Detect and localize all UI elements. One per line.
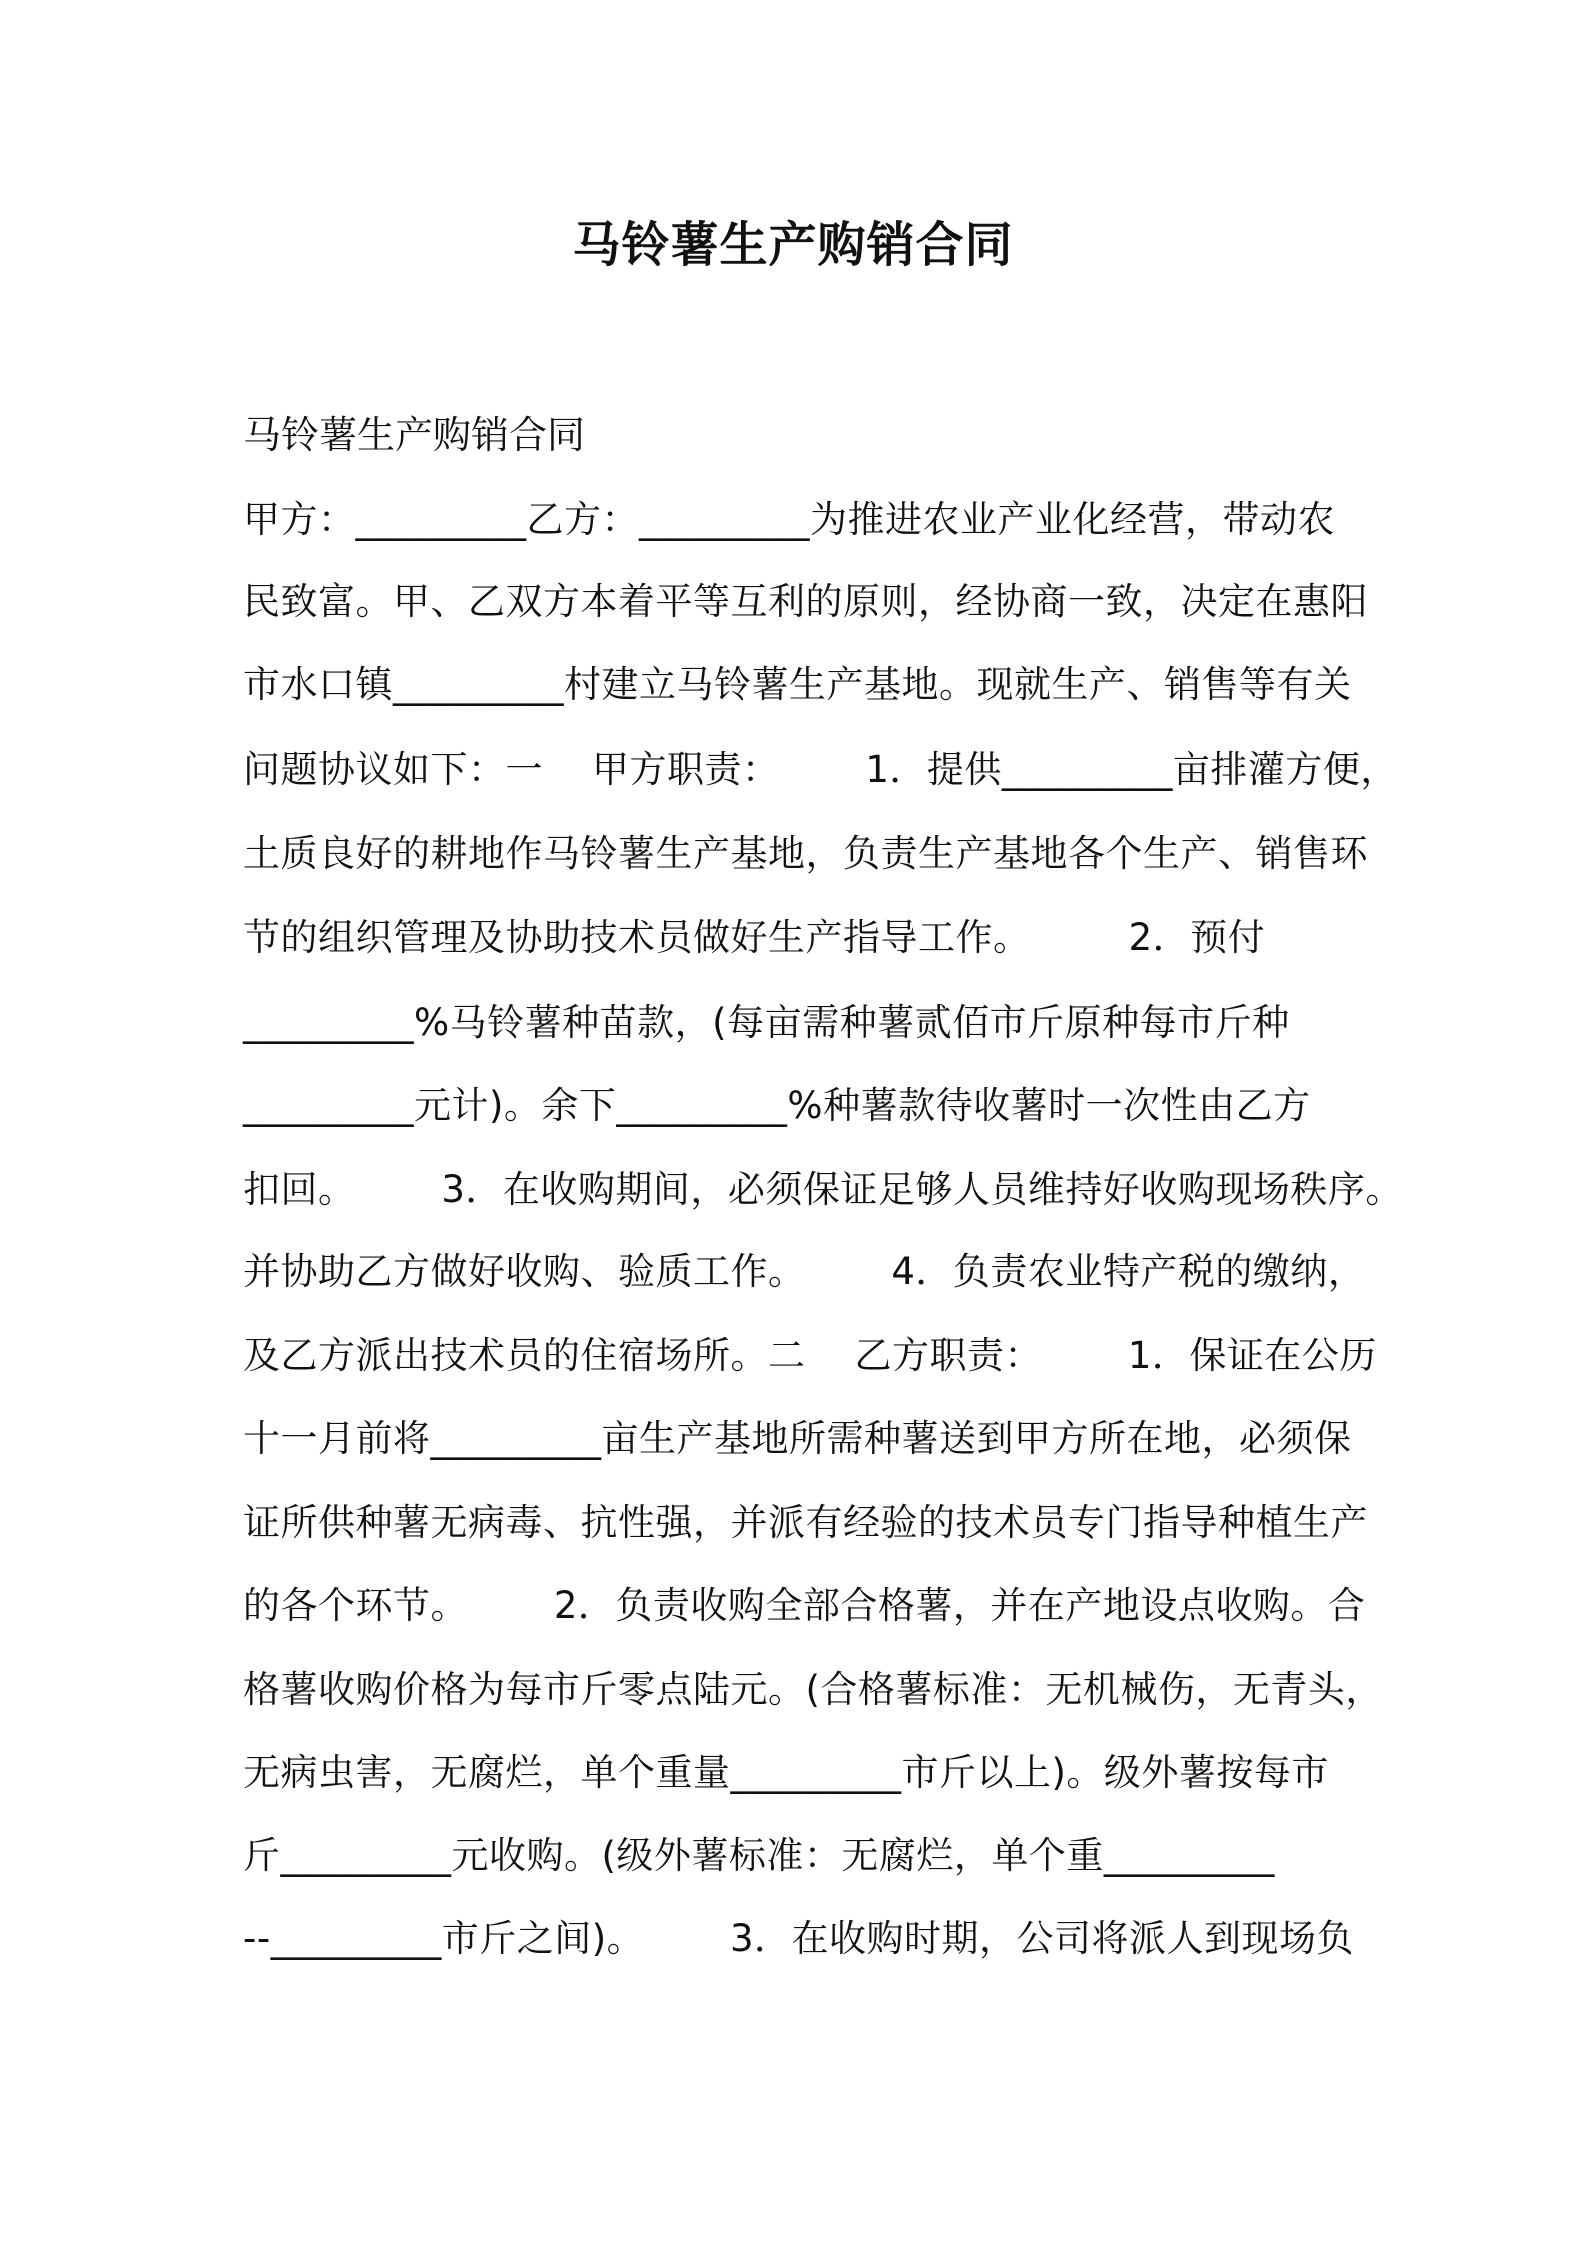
document-subtitle: 马铃薯生产购销合同: [243, 413, 586, 457]
body-line: _________元计)。余下_________%种薯款待收薯时一次性由乙方: [243, 1084, 1311, 1127]
body-line: 问题协议如下：一 甲方职责： 1．提供_________亩排灌方便，: [243, 748, 1398, 791]
body-line: 土质良好的耕地作马铃薯生产基地，负责生产基地各个生产、销售环: [243, 832, 1368, 875]
body-line: 民致富。甲、乙双方本着平等互利的原则，经协商一致，决定在惠阳: [243, 580, 1368, 623]
body-line: 十一月前将_________亩生产基地所需种薯送到甲方所在地，必须保: [243, 1417, 1352, 1460]
body-line: 及乙方派出技术员的住宿场所。二 乙方职责： 1．保证在公历: [243, 1334, 1377, 1377]
body-line: --_________市斤之间)。 3．在收购时期，公司将派人到现场负: [243, 1917, 1355, 1960]
body-line: 无病虫害，无腐烂，单个重量_________市斤以上)。级外薯按每市: [243, 1751, 1329, 1794]
body-line: 并协助乙方做好收购、验质工作。 4．负责农业特产税的缴纳，: [243, 1250, 1366, 1293]
document-title: 马铃薯生产购销合同: [572, 217, 1014, 273]
body-line: 的各个环节。 2．负责收购全部合格薯，并在产地设点收购。合: [243, 1584, 1366, 1627]
body-line: 甲方：_________乙方：_________为推进农业产业化经营，带动农: [243, 498, 1335, 541]
body-line: 格薯收购价格为每市斤零点陆元。(合格薯标准：无机械伤，无青头，: [243, 1668, 1383, 1711]
body-line: 扣回。 3．在收购期间，必须保证足够人员维持好收购现场秩序。: [243, 1168, 1403, 1211]
body-line: 节的组织管理及协助技术员做好生产指导工作。 2．预付: [243, 916, 1266, 959]
body-line: 证所供种薯无病毒、抗性强，并派有经验的技术员专门指导种植生产: [243, 1501, 1368, 1544]
body-line: 市水口镇_________村建立马铃薯生产基地。现就生产、销售等有关: [243, 663, 1352, 706]
body-line: _________%马铃薯种苗款，(每亩需种薯贰佰市斤原种每市斤种: [243, 1001, 1290, 1044]
body-line: 斤_________元收购。(级外薯标准：无腐烂，单个重_________: [243, 1834, 1275, 1877]
